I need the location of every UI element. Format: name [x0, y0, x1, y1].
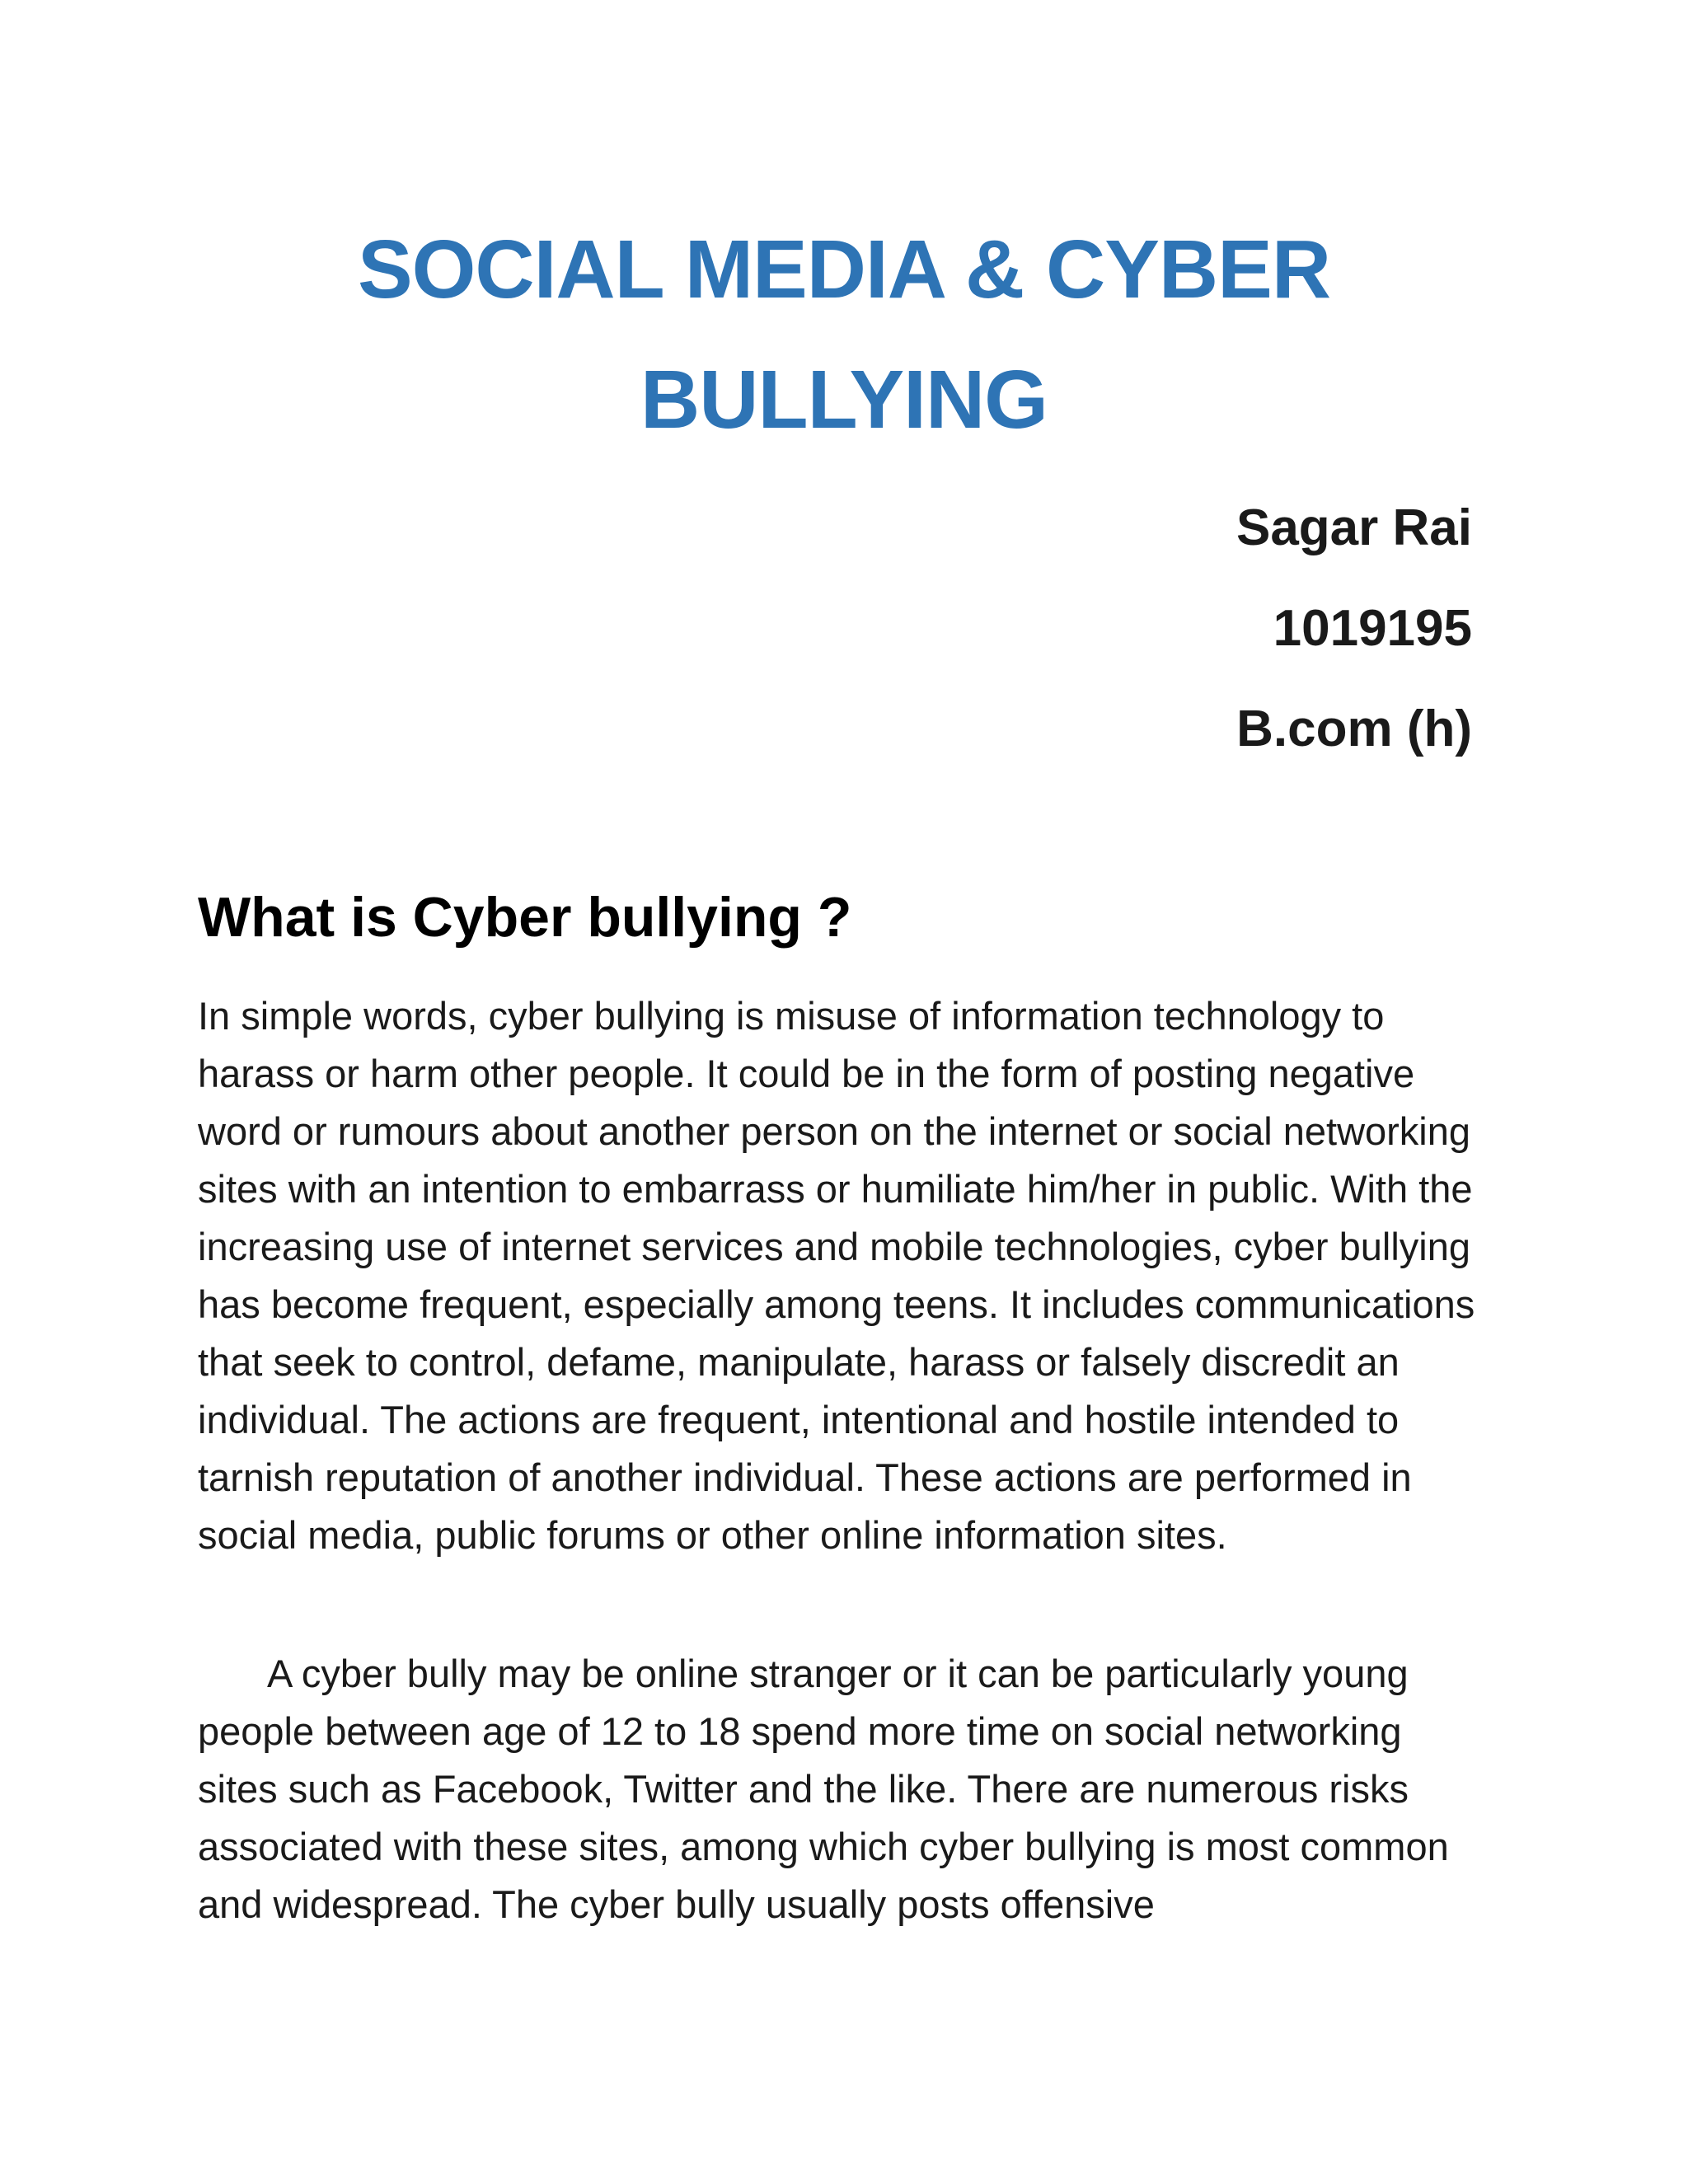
author-block [1236, 478, 1472, 780]
author-course: B.com (h) [1236, 701, 1472, 757]
paragraph-1: In simple words, cyber bullying is misuse of information technology to harass or harm other people. It could be in the form of posting negative word or rumours about another person on the internet or social networking sites with an intention to embarrass or humiliate him/her in public. With the increasing use of internet services and mobile technologies, cyber bullying has become frequent, especially among teens. It includes communications that seek to control, defame, manipulate, harass or falsely discredit an individual. The actions are frequent, intentional and hostile intended to tarnish reputation of another individual. These actions are performed in social media, public forums or other online information sites. [198, 994, 1475, 1557]
document-title: SOCIAL MEDIA & CYBER BULLYING [357, 223, 1331, 446]
section-heading: What is Cyber bullying ? [198, 886, 852, 949]
author-id: 1019195 [1273, 600, 1472, 657]
paragraph-2: A cyber bully may be online stranger or it can be particularly young people between age of 12 to 18 spend more time on social networking sites such as Facebook, Twitter and the like. There are numerous risks associated with these sites, among which cyber bullying is most common and widespread. The cyber bully usually posts offensive [198, 1652, 1449, 1926]
author-name: Sagar Rai [1236, 499, 1472, 556]
